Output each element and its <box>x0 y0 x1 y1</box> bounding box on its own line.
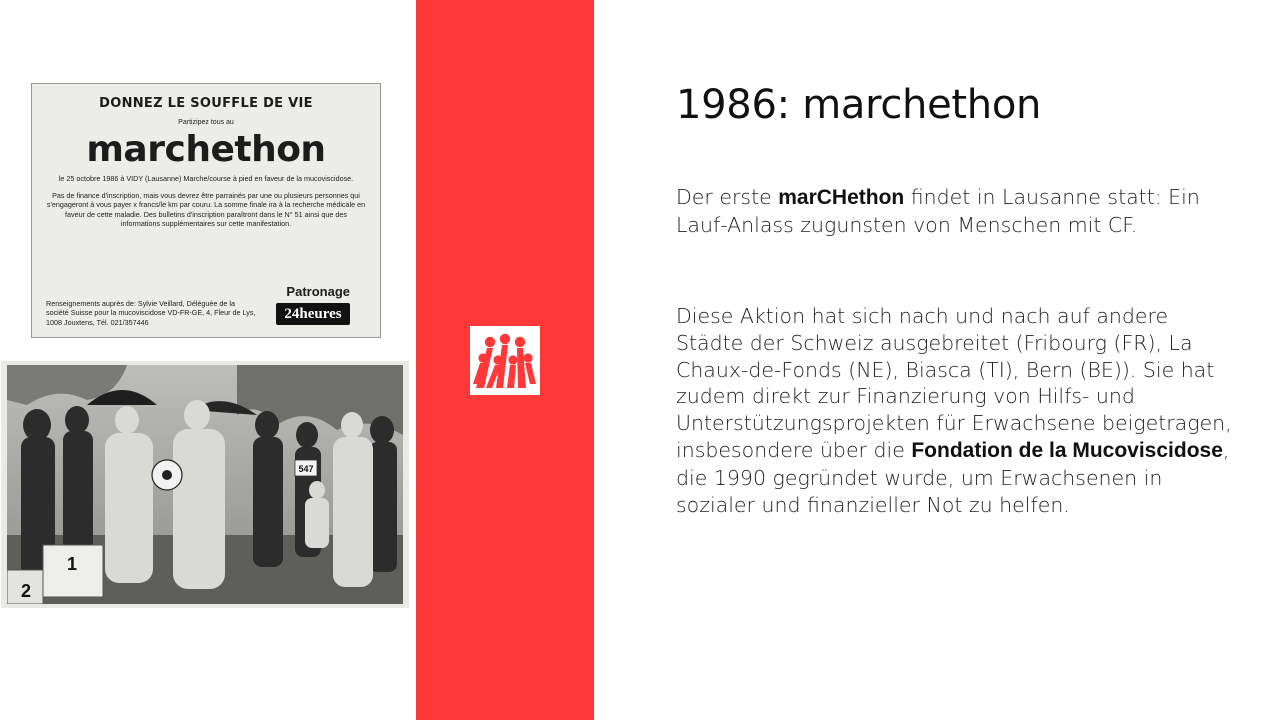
event-photo-image <box>7 365 403 604</box>
ad-patronage: Patronage <box>286 284 350 299</box>
newspaper-advertisement <box>31 83 381 338</box>
podium-label-first: 1 <box>67 554 78 574</box>
cf-foundation-logo-icon <box>470 326 540 395</box>
paragraph-expansion-before: Diese Aktion hat sich nach und nach auf andere Städte der Schweiz ausgebreitet (Fribourg (FR), La Chaux-de-Fonds (NE), Biasca (TI), Bern (BE)). Sie hat zudem direkt zur Finanzierung von Hilfs- und Unterstützungsprojekten für Erwachsene beigetragen, insbesondere über die <box>676 304 1232 462</box>
ad-date-line: le 25 octobre 1986 à VIDY (Lausanne) Marche/course à pied en faveur de la mucoviscidose. <box>58 174 354 183</box>
ad-title: marchethon <box>86 129 326 170</box>
paragraph-intro-highlight: marCHethon <box>778 186 905 209</box>
ad-body: Pas de finance d'inscription, mais vous devrez être parrainés par une ou plusieurs personnes qui s'engageront à vous payer x francs/le km par couru. La somme finale ira à la recherche médicale en faveur de cette maladie. Des bulletins d'inscription paraîtront dans le N° 51 ainsi que des informations supplémentaires sur cette manifestation. <box>46 191 366 229</box>
ad-sponsor-logo: 24heures <box>276 303 350 325</box>
event-photo <box>1 361 409 608</box>
ad-headline: DONNEZ LE SOUFFLE DE VIE <box>99 96 313 111</box>
podium-label-second: 2 <box>21 581 32 601</box>
paragraph-intro-before: Der erste <box>676 185 779 209</box>
paragraph-expansion-highlight: Fondation de la Mucoviscidose <box>911 438 1223 462</box>
ad-contact: Renseignements auprès de: Sylvie Veillard, Déléguée de la société Suisse pour la mucoviscidose VD-FR-GE, 4, Fleur de Lys, 1008 Jouxtens, Tél. 021/357446 <box>46 298 256 327</box>
slide-title: 1986: marchethon <box>676 82 1042 128</box>
paragraph-intro <box>676 184 1236 239</box>
paragraph-expansion-after: , die 1990 gegründet wurde, um Erwachsenen in sozialer und finanzieller Not zu helfen. <box>676 437 1230 517</box>
paragraph-expansion <box>676 303 1236 518</box>
runner-bib-number: 547 <box>298 464 314 474</box>
paragraph-intro-after: findet in Lausanne statt: Ein Lauf-Anlass zugunsten von Menschen mit CF. <box>676 185 1200 237</box>
ad-subheadline: Partizipez tous au <box>178 119 234 126</box>
